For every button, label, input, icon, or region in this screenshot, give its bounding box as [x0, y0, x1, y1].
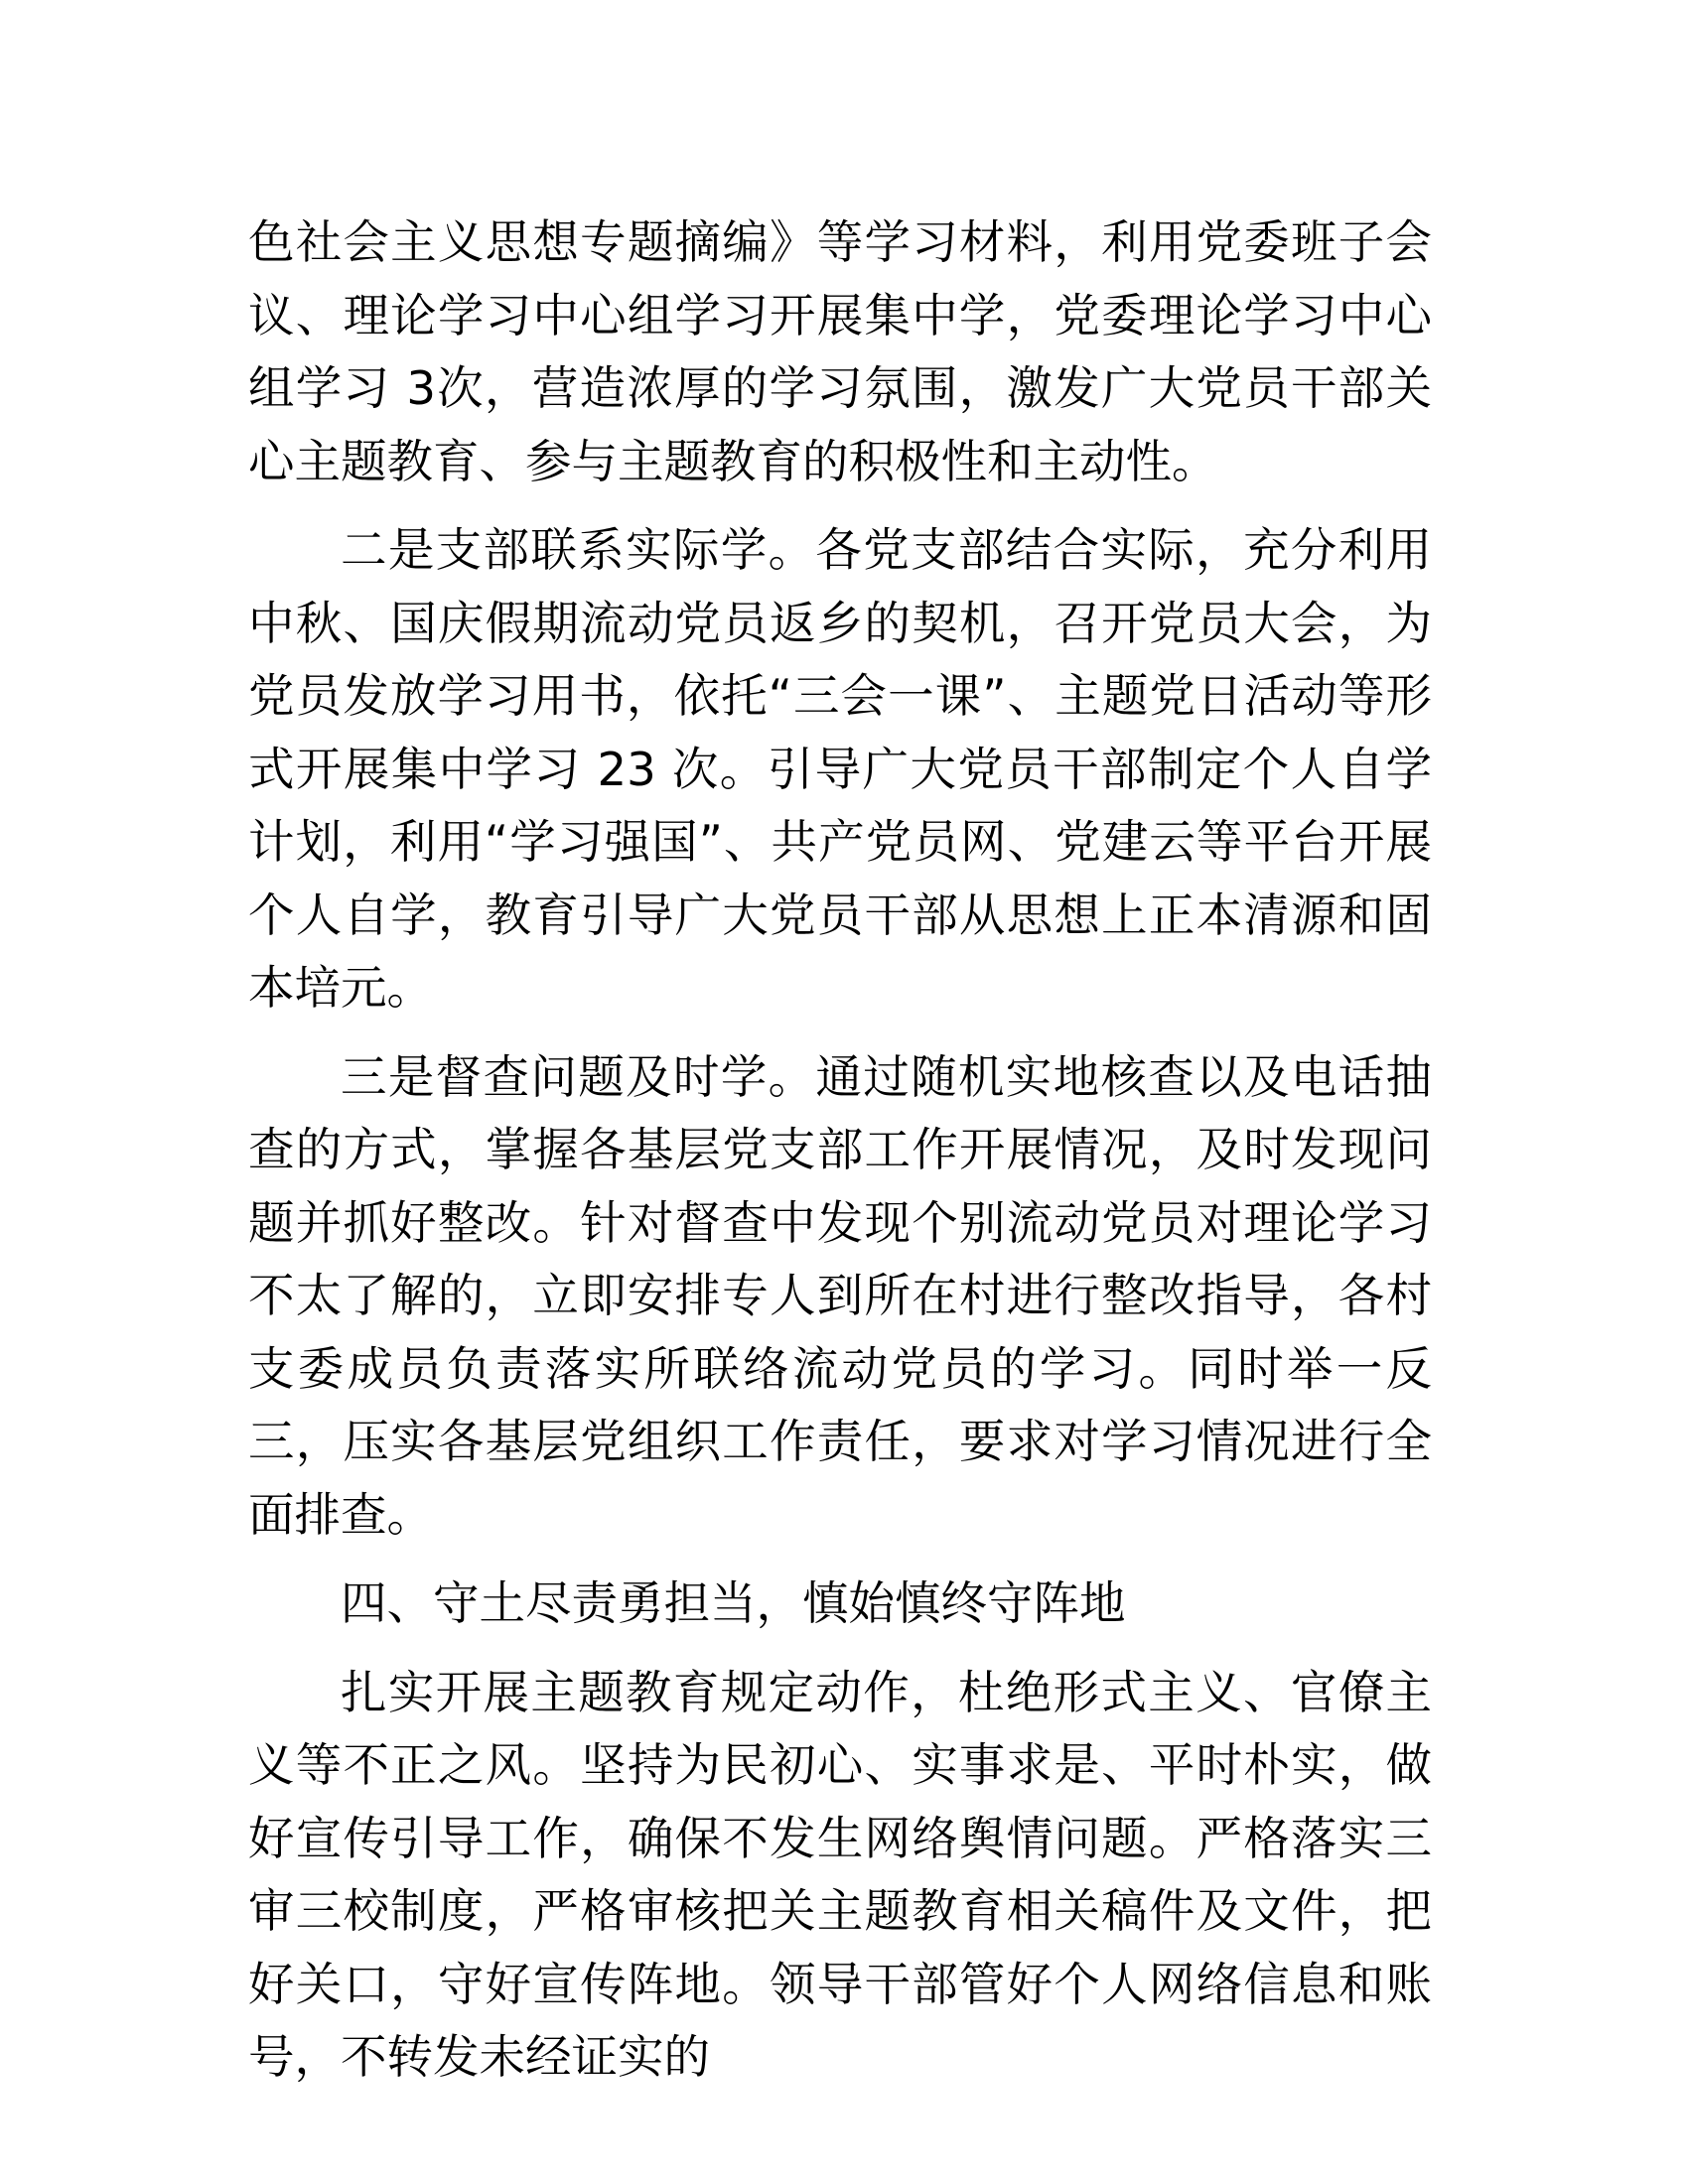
paragraph-branch-study: 二是支部联系实际学。各党支部结合实际，充分利用中秋、国庆假期流动党员返乡的契机，召开党员大会，为党员发放学习用书，依托“三会一课”、主题党日活动等形式开展集中学习 23 次。引导广大党员干部制定个人自学计划，利用“学习强国”、共产党员网、党建云等平台开展个人自学，教育引导广大党员干部从思想上正本清源和固本培元。 — [248, 523, 1432, 1015]
paragraph-positions: 扎实开展主题教育规定动作，杜绝形式主义、官僚主义等不正之风。坚持为民初心、实事求是、平时朴实，做好宣传引导工作，确保不发生网络舆情问题。严格落实三审三校制度，严格审核把关主题教育相关稿件及文件，把好关口，守好宣传阵地。领导干部管好个人网络信息和账号，不转发未经证实的 — [248, 1665, 1432, 2084]
paragraph-supervision: 三是督查问题及时学。通过随机实地核查以及电话抽查的方式，掌握各基层党支部工作开展情况，及时发现问题并抓好整改。针对督查中发现个别流动党员对理论学习不太了解的，立即安排专人到所在村进行整改指导，各村支委成员负责落实所联络流动党员的学习。同时举一反三，压实各基层党组织工作责任，要求对学习情况进行全面排查。 — [248, 1049, 1432, 1542]
paragraph-continuation: 色社会主义思想专题摘编》等学习材料，利用党委班子会议、理论学习中心组学习开展集中学，党委理论学习中心组学习 3次，营造浓厚的学习氛围，激发广大党员干部关心主题教育、参与主题教育的积极性和主动性。 — [248, 215, 1432, 488]
section-heading: 四、守土尽责勇担当，慎始慎终守阵地 — [341, 1576, 1126, 1630]
document-body — [248, 206, 1432, 2111]
